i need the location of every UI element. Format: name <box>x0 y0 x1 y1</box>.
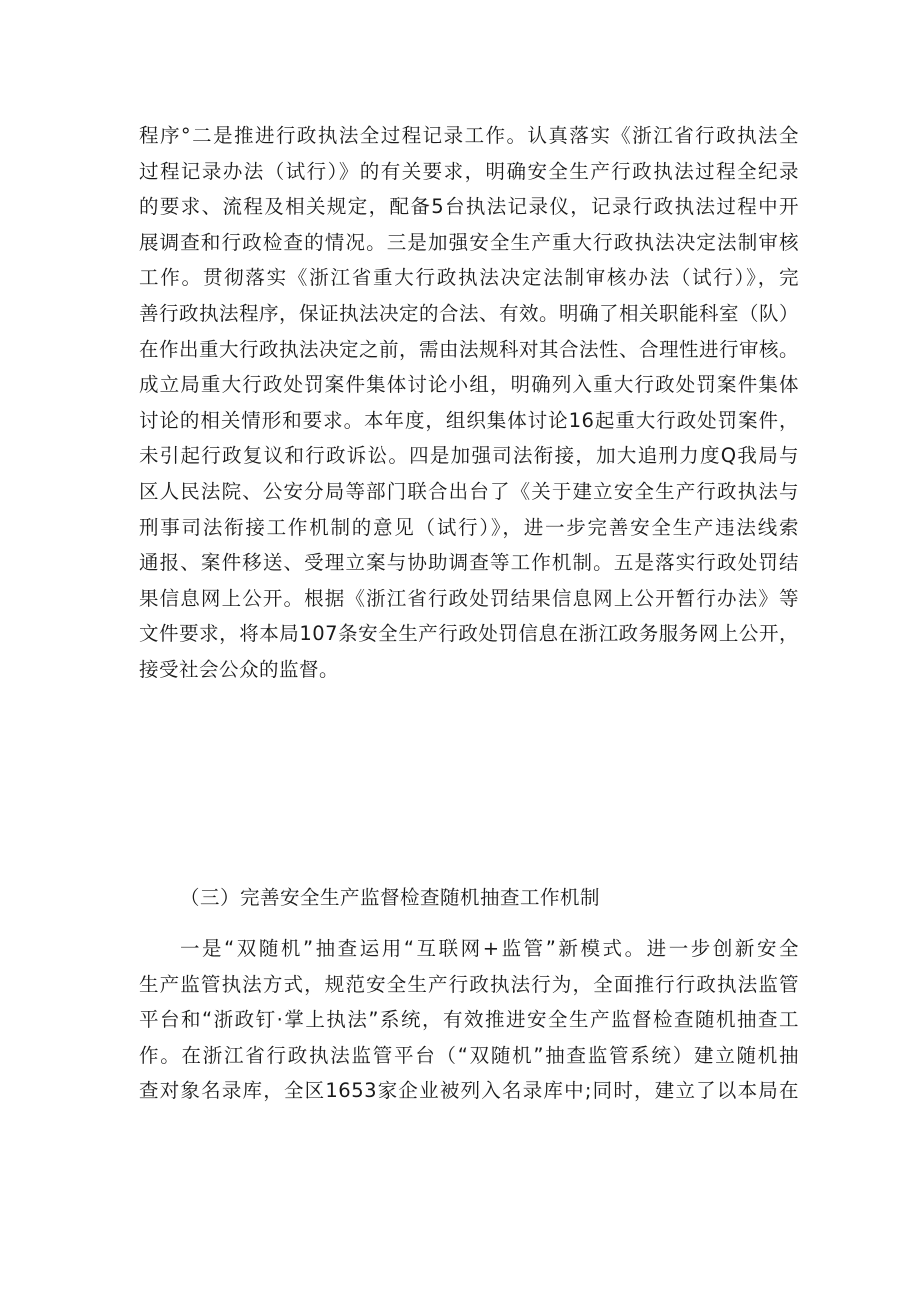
text-line: 文件要求，将本局107条安全生产行政处罚信息在浙江政务服务网上公开， <box>139 622 799 646</box>
text-line: 讨论的相关情形和要求。本年度，组织集体讨论16起重大行政处罚案件， <box>139 408 799 432</box>
text-line: 一是“双随机”抽查运用“互联网+监管”新模式。进一步创新安全 <box>180 937 799 960</box>
text-line: 接受社会公众的监督。 <box>139 657 340 681</box>
text-line: 作。在浙江省行政执法监管平台（“双随机”抽查监管系统）建立随机抽 <box>139 1043 799 1067</box>
paragraph-random-inspection <box>139 931 799 1109</box>
text-line: 生产监管执法方式，规范安全生产行政执法行为，全面推行行政执法监管 <box>139 972 799 996</box>
text-line: 查对象名录库，全区1653家企业被列入名录库中;同时，建立了以本局在 <box>139 1079 799 1103</box>
text-line: 程序°二是推进行政执法全过程记录工作。认真落实《浙江省行政执法全 <box>139 124 799 147</box>
text-line: 过程记录办法（试行）》的有关要求，明确安全生产行政执法过程全纪录 <box>139 159 799 183</box>
text-line: 成立局重大行政处罚案件集体讨论小组，明确列入重大行政处罚案件集体 <box>139 373 799 397</box>
text-line: 平台和“浙政钉·掌上执法”系统，有效推进安全生产监督检查随机抽查工 <box>139 1008 799 1032</box>
text-line: 区人民法院、公安分局等部门联合出台了《关于建立安全生产行政执法与 <box>139 479 799 503</box>
text-line: 展调查和行政检查的情况。三是加强安全生产重大行政执法决定法制审核 <box>139 230 799 254</box>
text-line: 工作。贯彻落实《浙江省重大行政执法决定法制审核办法（试行）》，完 <box>139 266 799 290</box>
paragraph-enforcement-records <box>139 118 799 688</box>
text-line: 刑事司法衔接工作机制的意见（试行）》，进一步完善安全生产违法线索 <box>139 515 799 539</box>
section-heading: （三）完善安全生产监督检查随机抽查工作机制 <box>180 886 601 909</box>
text-line: 通报、案件移送、受理立案与协助调查等工作机制。五是落实行政处罚结 <box>139 551 799 575</box>
text-line: 的要求、流程及相关规定，配备5台执法记录仪，记录行政执法过程中开 <box>139 195 799 219</box>
text-line: 未引起行政复议和行政诉讼。四是加强司法衔接，加大追刑力度Q我局与 <box>139 444 799 468</box>
text-line: 在作出重大行政执法决定之前，需由法规科对其合法性、合理性进行审核。 <box>139 337 800 361</box>
text-line: 善行政执法程序，保证执法决定的合法、有效。明确了相关职能科室（队） <box>139 301 800 325</box>
text-line: 果信息网上公开。根据《浙江省行政处罚结果信息网上公开暂行办法》等 <box>139 586 799 610</box>
